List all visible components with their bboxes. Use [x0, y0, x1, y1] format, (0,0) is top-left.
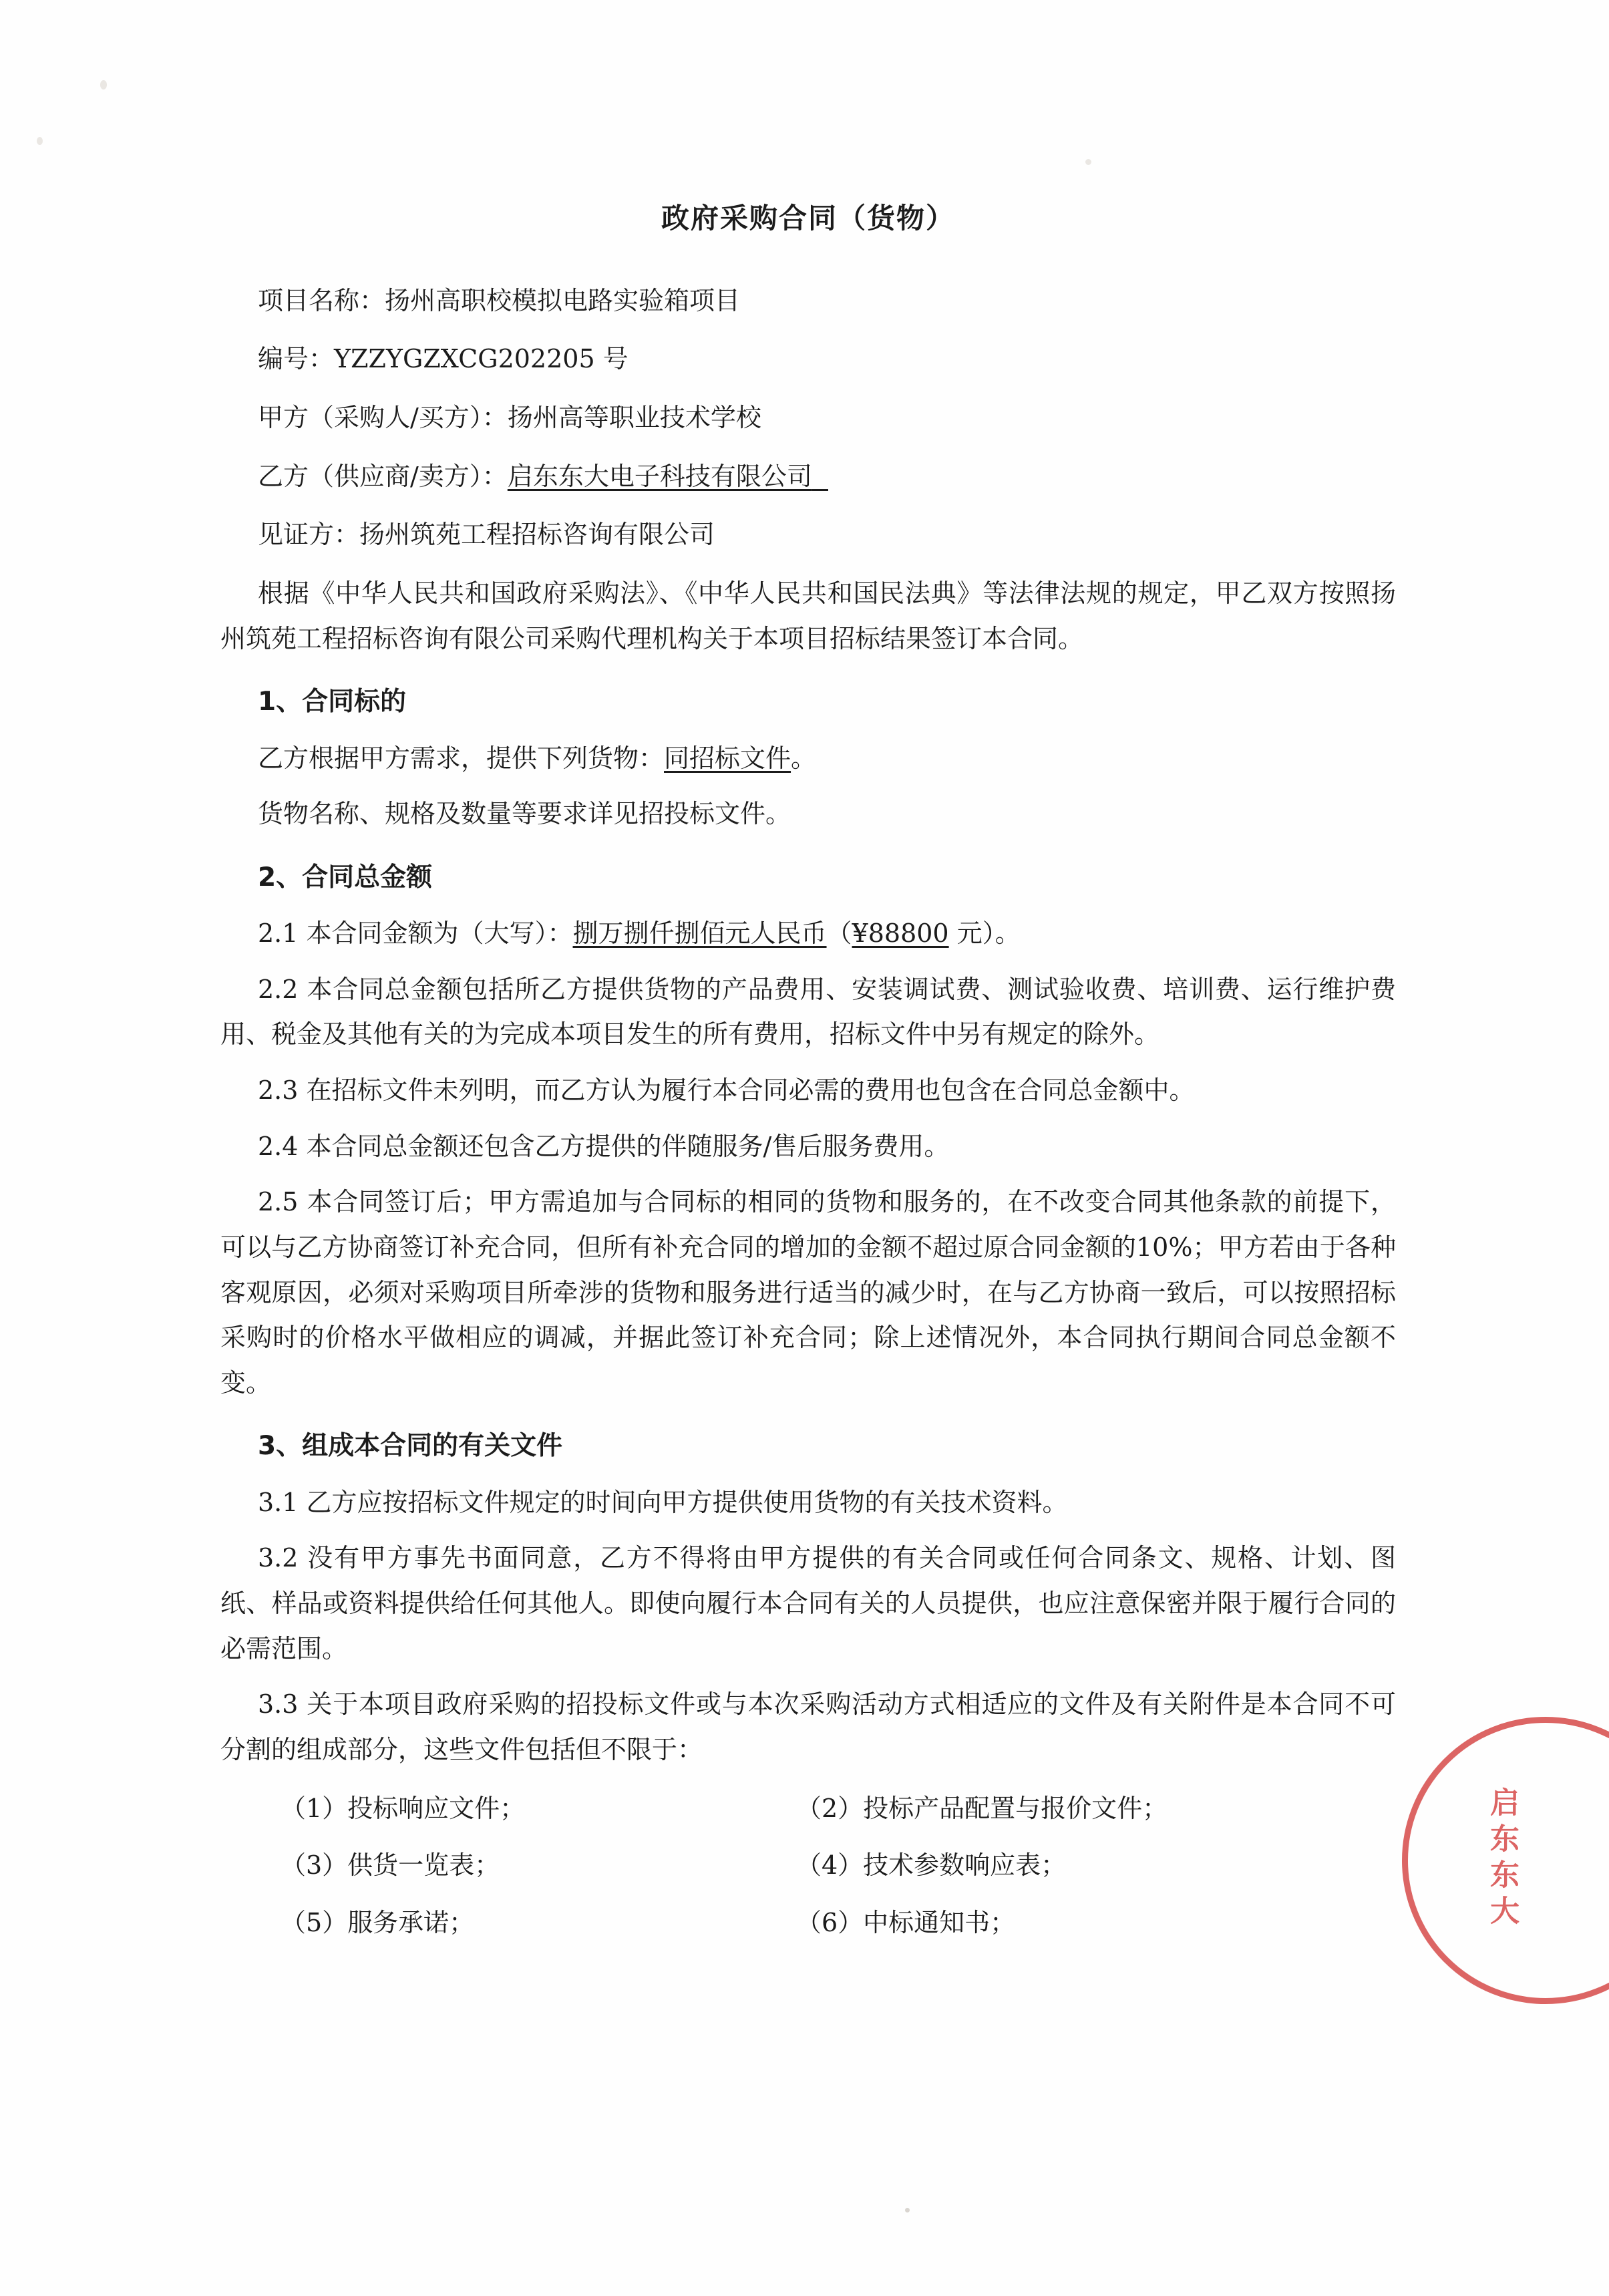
- scan-artifact: [905, 2208, 910, 2212]
- attachment-item-6: （6）中标通知书；: [796, 1907, 1016, 1937]
- amount-digits-underlined: ¥88800: [852, 919, 949, 949]
- field-label: 乙方（供应商/卖方）：: [258, 461, 508, 491]
- list-item: [220, 1843, 1396, 1889]
- attachment-list: [220, 1786, 1396, 1946]
- field-value: 扬州高等职业技术学校: [507, 403, 761, 432]
- attachment-item-3: （3）供货一览表；: [281, 1850, 500, 1880]
- contract-subject-underlined: 同招标文件: [664, 743, 791, 773]
- amount-words-underlined: 捌万捌仟捌佰元人民币: [572, 919, 827, 949]
- field-label: 见证方：: [258, 520, 360, 550]
- section-heading-1: 1、合同标的: [258, 687, 407, 717]
- section-2-paragraph-2: 2.2 本合同总金额包括所乙方提供货物的产品费用、安装调试费、测试验收费、培训费、运行维护费用、税金及其他有关的为完成本项目发生的所有费用，招标文件中另有规定的除外。: [220, 974, 1396, 1049]
- underline-tail: [812, 462, 828, 491]
- company-seal-stamp: [1402, 1717, 1609, 2004]
- attachment-item-1: （1）投标响应文件；: [281, 1793, 526, 1823]
- section-1-paragraph-1: 乙方根据甲方需求，提供下列货物：同招标文件。: [258, 743, 817, 773]
- scan-artifact: [1085, 159, 1091, 165]
- section-heading-3: 3、组成本合同的有关文件: [258, 1431, 563, 1462]
- field-party-a: [220, 395, 1396, 441]
- section-3-paragraph-1: 3.1 乙方应按招标文件规定的时间向甲方提供使用货物的有关技术资料。: [258, 1487, 1068, 1517]
- field-project-name: [220, 279, 1396, 324]
- field-value-underlined: 启东东大电子科技有限公司: [507, 461, 812, 491]
- contract-body: [220, 194, 1396, 1957]
- page-title: 政府采购合同（货物）: [661, 202, 955, 234]
- section-2-paragraph-1: 2.1 本合同金额为（大写）：捌万捌仟捌佰元人民币（¥88800 元）。: [258, 919, 1021, 949]
- preamble-paragraph: 根据《中华人民共和国政府采购法》、《中华人民共和国民法典》等法律法规的规定，甲乙双方按照扬州筑苑工程招标咨询有限公司采购代理机构关于本项目招标结果签订本合同。: [220, 578, 1396, 653]
- field-party-b: [220, 454, 1396, 500]
- field-contract-number: [220, 337, 1396, 382]
- field-label: 项目名称：: [258, 285, 385, 315]
- section-2-paragraph-5: 2.5 本合同签订后；甲方需追加与合同标的相同的货物和服务的，在不改变合同其他条款的前提下，可以与乙方协商签订补充合同，但所有补充合同的增加的金额不超过原合同金额的10%；甲方若由于各种客观原因，必须对采购项目所牵涉的货物和服务进行适当的减少时，在与乙方协商一致后，可以按照招标采购时的价格水平做相应的调减，并据此签订补充合同；除上述情况外，本合同执行期间合同总金额不变。: [220, 1187, 1396, 1398]
- section-2-paragraph-4: 2.4 本合同总金额还包含乙方提供的伴随服务/售后服务费用。: [258, 1131, 950, 1161]
- section-1-paragraph-2: 货物名称、规格及数量等要求详见招投标文件。: [258, 799, 791, 829]
- section-3-paragraph-2: 3.2 没有甲方事先书面同意，乙方不得将由甲方提供的有关合同或任何合同条文、规格、计划、图纸、样品或资料提供给任何其他人。即使向履行本合同有关的人员提供，也应注意保密并限于履行合同的必需范围。: [220, 1543, 1396, 1663]
- field-value: 扬州高职校模拟电路实验箱项目: [385, 285, 741, 315]
- attachment-item-5: （5）服务承诺；: [281, 1907, 475, 1937]
- attachment-item-2: （2）投标产品配置与报价文件；: [796, 1793, 1168, 1823]
- section-heading-2: 2、合同总金额: [258, 862, 433, 892]
- field-value: YZZYGZXCG202205 号: [334, 344, 629, 374]
- field-value: 扬州筑苑工程招标咨询有限公司: [359, 520, 715, 550]
- field-witness: [220, 512, 1396, 558]
- field-label: 甲方（采购人/买方）：: [258, 403, 508, 432]
- scan-artifact: [100, 80, 107, 90]
- list-item: [220, 1901, 1396, 1946]
- list-item: [220, 1786, 1396, 1832]
- field-label: 编号：: [258, 344, 335, 374]
- seal-text: 启东东大: [1485, 1787, 1519, 1931]
- section-2-paragraph-3: 2.3 在招标文件未列明，而乙方认为履行本合同必需的费用也包含在合同总金额中。: [258, 1076, 1195, 1106]
- attachment-item-4: （4）技术参数响应表；: [796, 1850, 1067, 1880]
- section-3-paragraph-3: 3.3 关于本项目政府采购的招投标文件或与本次采购活动方式相适应的文件及有关附件是本合同不可分割的组成部分，这些文件包括但不限于：: [220, 1689, 1396, 1764]
- scan-artifact: [37, 137, 43, 145]
